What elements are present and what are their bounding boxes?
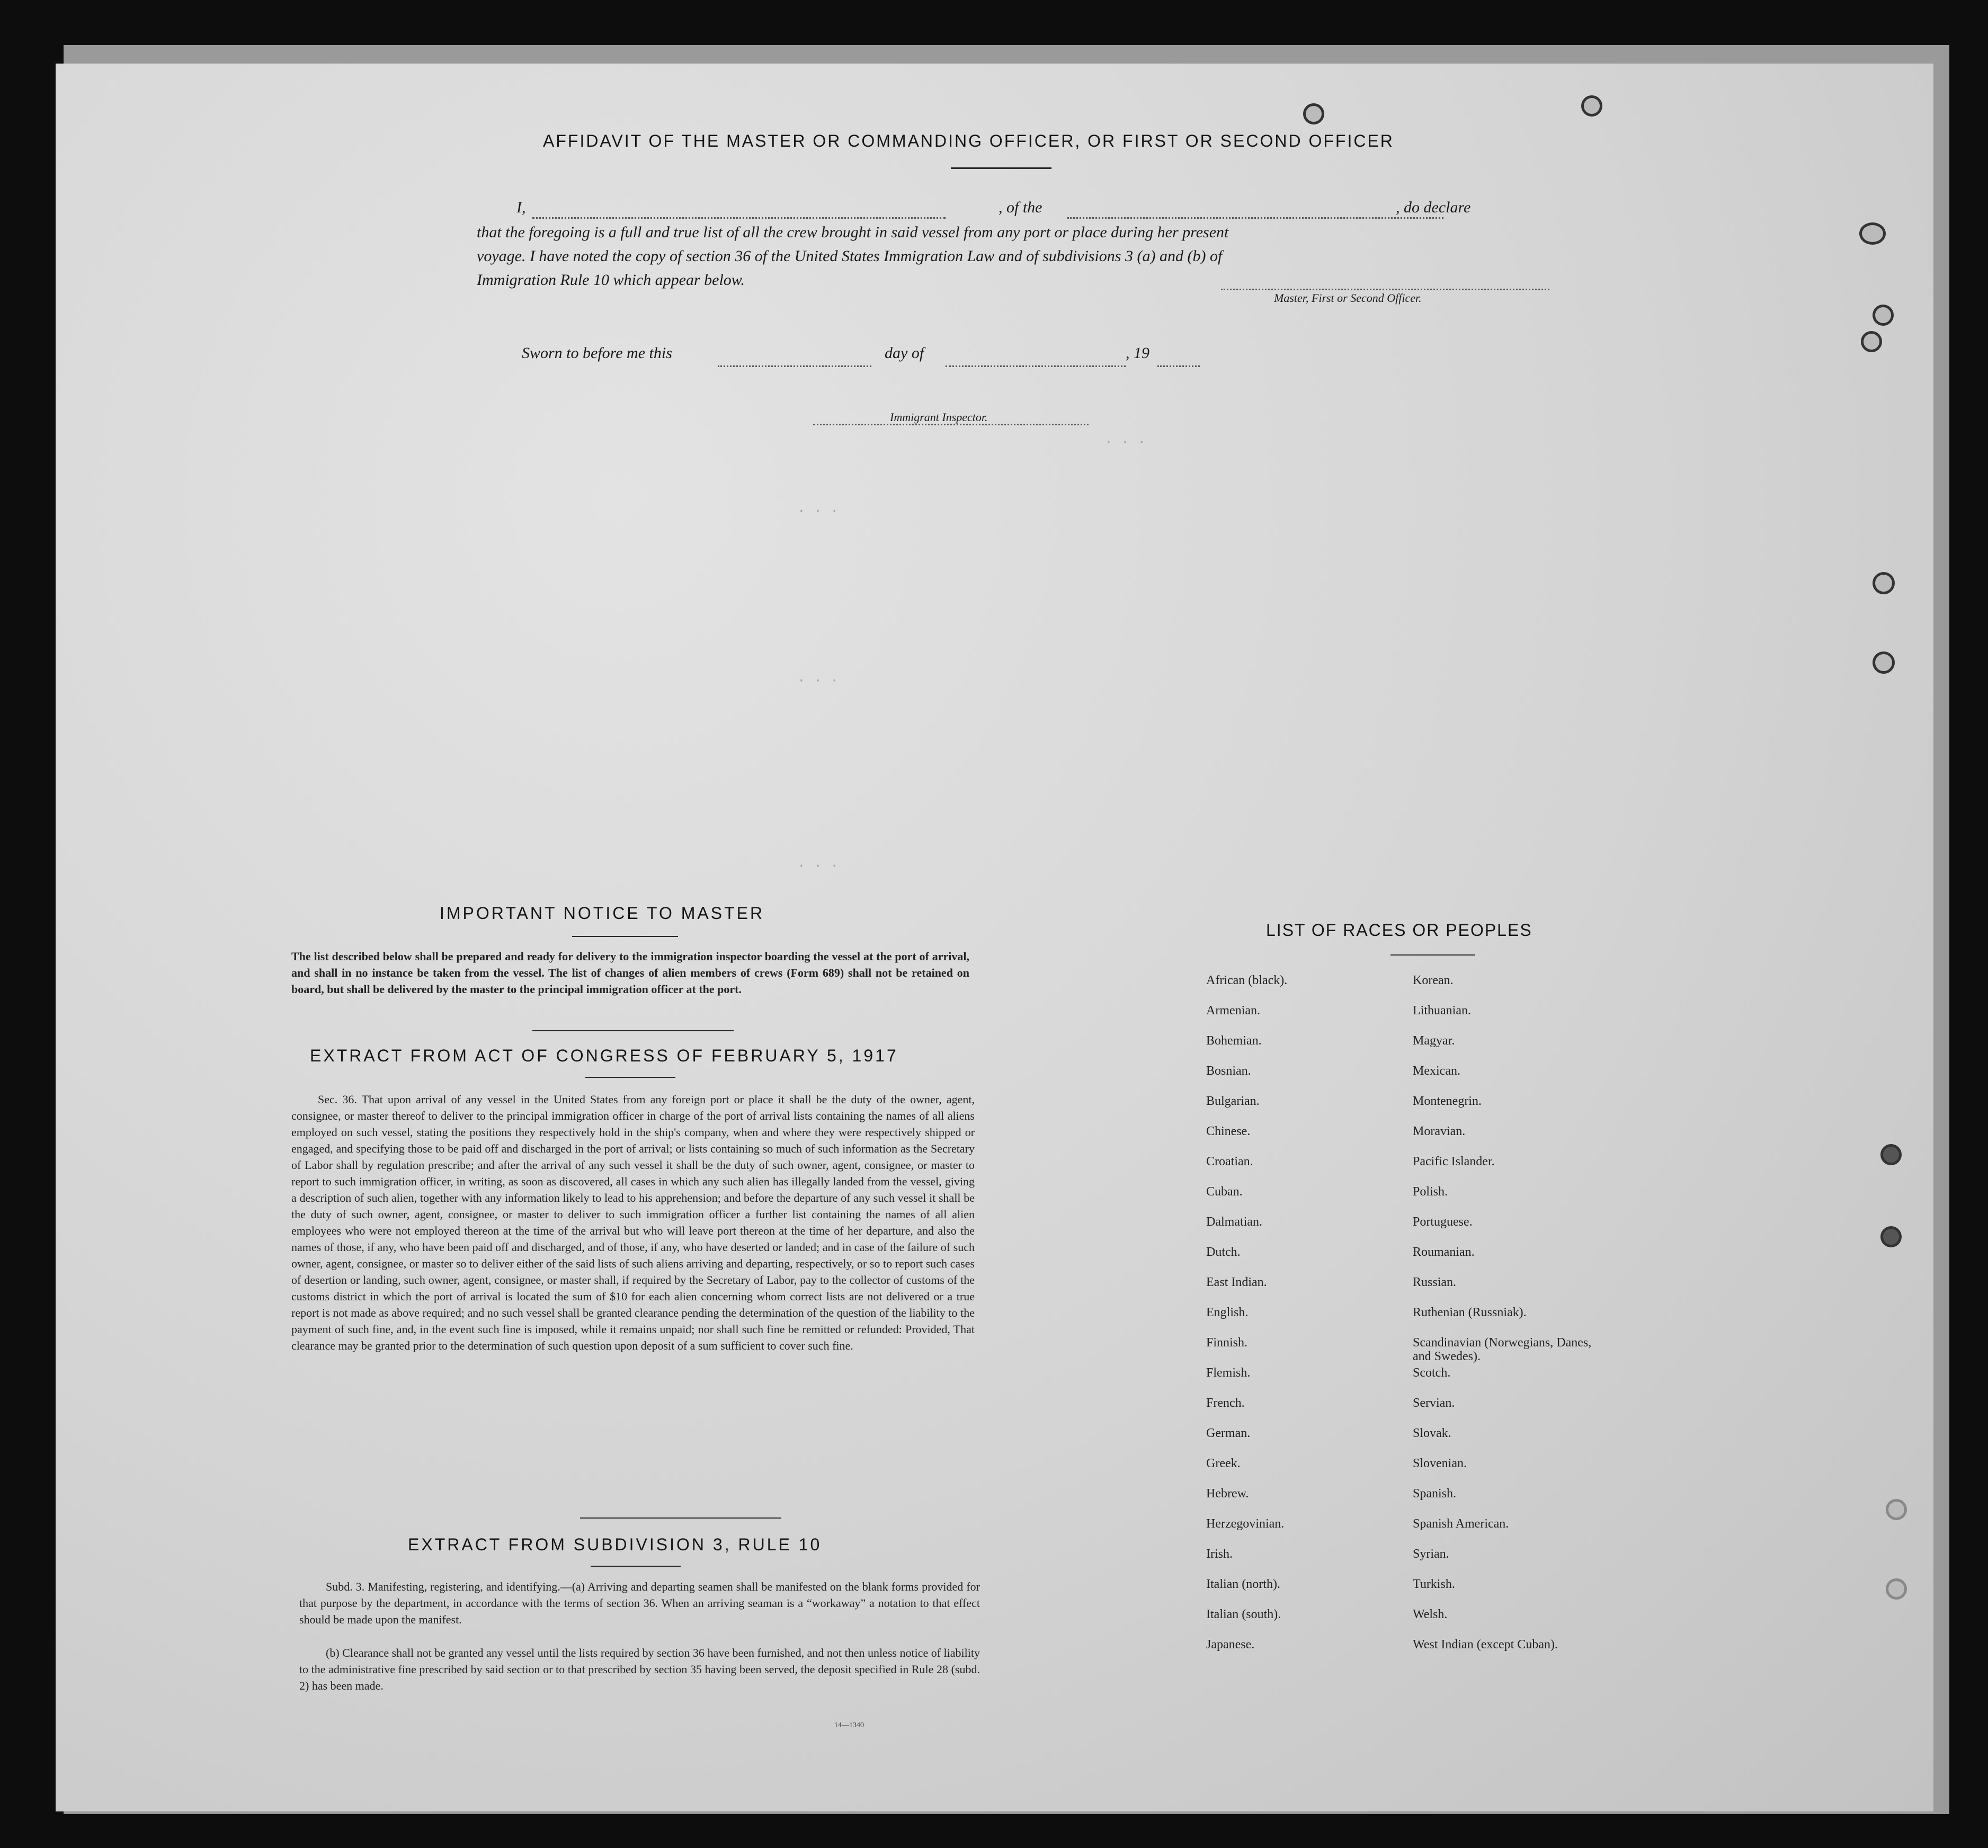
inspector-caption: Immigrant Inspector. <box>890 410 988 424</box>
races-title: LIST OF RACES OR PEOPLES <box>1266 921 1532 940</box>
race-item: Spanish. <box>1413 1487 1457 1501</box>
extract-act-title-rule <box>585 1077 675 1078</box>
race-item: Slovenian. <box>1413 1457 1467 1470</box>
binder-hole <box>1861 331 1882 352</box>
race-item: Spanish American. <box>1413 1517 1509 1531</box>
race-item: Bulgarian. <box>1206 1094 1260 1108</box>
binder-hole <box>1886 1578 1907 1600</box>
signer-caption: Master, First or Second Officer. <box>1274 291 1422 305</box>
year-label: , 19 <box>1126 344 1149 362</box>
race-item: Greek. <box>1206 1457 1241 1470</box>
race-item: Turkish. <box>1413 1577 1455 1591</box>
race-item: Russian. <box>1413 1275 1457 1289</box>
race-item: East Indian. <box>1206 1275 1267 1289</box>
race-item: Syrian. <box>1413 1547 1449 1561</box>
extract-rule-title: EXTRACT FROM SUBDIVISION 3, RULE 10 <box>408 1535 822 1554</box>
sworn-label: Sworn to before me this <box>522 344 672 362</box>
race-item: Montenegrin. <box>1413 1094 1482 1108</box>
race-item: Italian (north). <box>1206 1577 1280 1591</box>
extract-rule-text-a: Subd. 3. Manifesting, registering, and identifying.—(a) Arriving and departing seamen shall be manifested on the blank forms provided for that purpose by the department, in accordance with the terms of section 36. When an arriving seaman is a “workaway” a notation to that effect should be made upon the manifest. <box>299 1580 980 1626</box>
race-item: Chinese. <box>1206 1124 1251 1138</box>
affidavit-body-line-3: Immigration Rule 10 which appear below. <box>477 271 745 289</box>
race-item: Cuban. <box>1206 1185 1243 1199</box>
race-item: Welsh. <box>1413 1608 1448 1621</box>
affidavit-title: AFFIDAVIT OF THE MASTER OR COMMANDING OFFICER, OR FIRST OR SECOND OFFICER <box>543 131 1394 150</box>
race-item: English. <box>1206 1306 1249 1319</box>
race-item: Hebrew. <box>1206 1487 1249 1501</box>
form-number: 14—1340 <box>834 1721 864 1729</box>
notice-title: IMPORTANT NOTICE TO MASTER <box>440 904 765 923</box>
notice-text: The list described below shall be prepared and ready for delivery to the immigration inspector boarding the vessel at the port of arrival, and shall in no instance be taken from the vessel. The list of changes of alien members of crews (Form 689) shall not be retained on board, but shall be delivered by the master to the principal immigration officer at the port. <box>291 950 969 996</box>
race-item: Roumanian. <box>1413 1245 1475 1259</box>
affidavit-title-rule <box>951 167 1051 169</box>
race-item: Servian. <box>1413 1396 1455 1410</box>
notice-title-rule <box>572 936 678 937</box>
extract-rule-title-rule <box>591 1566 681 1567</box>
race-item: Flemish. <box>1206 1366 1251 1380</box>
affidavit-i-label: I, <box>516 199 526 216</box>
sworn-day-field[interactable] <box>718 365 871 367</box>
extract-act-divider <box>580 1517 781 1519</box>
signature-field[interactable] <box>1221 289 1549 290</box>
races-right-list <box>1413 974 1603 1668</box>
binder-hole <box>1581 95 1602 117</box>
race-item: Ruthenian (Russniak). <box>1413 1306 1527 1319</box>
race-item: Scotch. <box>1413 1366 1451 1380</box>
binder-hole <box>1880 1144 1902 1165</box>
binder-hole <box>1886 1499 1907 1520</box>
sworn-year-field[interactable] <box>1157 365 1200 367</box>
race-item: Finnish. <box>1206 1336 1248 1350</box>
binder-hole <box>1880 1226 1902 1247</box>
extract-rule-text-b: (b) Clearance shall not be granted any vessel until the lists required by section 36 have been furnished, and not then unless notice of liability to the administrative fine prescribed by said section or to that prescribed by section 35 having been served, the deposit specified in Rule 28 (subd. 2) has been made. <box>299 1646 980 1692</box>
binder-hole <box>1303 103 1324 124</box>
race-item: Pacific Islander. <box>1413 1155 1495 1168</box>
sworn-month-field[interactable] <box>946 365 1126 367</box>
race-item: Japanese. <box>1206 1638 1255 1651</box>
affidavit-body-line-2: voyage. I have noted the copy of section 36 of the United States Immigration Law and of subdivisions 3 (a) and (b) of <box>477 247 1223 265</box>
extract-act-title: EXTRACT FROM ACT OF CONGRESS OF FEBRUARY 5, 1917 <box>310 1046 898 1065</box>
race-item: West Indian (except Cuban). <box>1413 1638 1558 1651</box>
race-item: Dalmatian. <box>1206 1215 1262 1229</box>
affidavit-declare-label: , do declare <box>1396 199 1471 216</box>
race-item: German. <box>1206 1426 1251 1440</box>
race-item: Magyar. <box>1413 1034 1455 1048</box>
race-item: Italian (south). <box>1206 1608 1281 1621</box>
binder-hole <box>1873 305 1894 326</box>
race-item: Moravian. <box>1413 1124 1466 1138</box>
affidavit-of-the-label: , of the <box>999 199 1042 216</box>
race-item: Lithuanian. <box>1413 1004 1471 1017</box>
race-item: Irish. <box>1206 1547 1233 1561</box>
document-page <box>56 64 1933 1811</box>
binder-hole <box>1873 651 1895 674</box>
vessel-name-field[interactable] <box>1067 217 1443 219</box>
race-item: Polish. <box>1413 1185 1448 1199</box>
race-item: Korean. <box>1413 974 1454 987</box>
binder-hole <box>1859 222 1886 245</box>
affidavit-body-line-1: that the foregoing is a full and true list of all the crew brought in said vessel from any port or place during her present <box>477 224 1229 241</box>
race-item: French. <box>1206 1396 1245 1410</box>
race-item: Croatian. <box>1206 1155 1253 1168</box>
notice-divider <box>532 1030 734 1031</box>
race-item: Slovak. <box>1413 1426 1451 1440</box>
binder-hole <box>1873 572 1895 594</box>
race-item: African (black). <box>1206 974 1288 987</box>
race-item: Herzegovinian. <box>1206 1517 1285 1531</box>
extract-act-text: Sec. 36. That upon arrival of any vessel in the United States from any foreign port or place it shall be the duty of the owner, agent, consignee, or master thereof to deliver to the principal immigration officer in charge of the port of arrival lists containing the names of all aliens employed on such vessel, stating the positions they respectively hold in the ship's company, when and where they were respectively shipped or engaged, and specifying those to be paid off and discharged in the port of arrival; or lists containing so much of such information as the Secretary of Labor shall by regulation prescribe; and after the arrival of any such vessel it shall be the duty of such owner, agent, consignee, or master to report to such immigration officer, in writing, as soon as discovered, all cases in which any such alien has illegally landed from the vessel, giving a description of such alien, together with any information likely to lead to his apprehension; and before the departure of any such vessel it shall be the duty of such owner, agent, consignee, or master to deliver to such immigration officer a further list containing the names of all alien employees who were not employed thereon at the time of the arrival but who will leave port thereon at the time of her departure, and also the names of those, if any, who have been paid off and discharged, and of those, if any, who have deserted or landed; and in case of the failure of such owner, agent, consignee, or master so to deliver either of the said lists of such aliens arriving and departing, respectively, or so to report such cases of desertion or landing, such owner, agent, consignee, or master shall, if required by the Secretary of Labor, pay to the collector of customs of the customs district in which the port of arrival is located the sum of $10 for each alien concerning whom correct lists are not delivered or a true report is not made as above required; and no such vessel shall be granted clearance pending the determination of the question of the liability to the payment of such fine, and, in the event such fine is imposed, while it remains unpaid; nor shall such fine be remitted or refunded: Provided, That clearance may be granted prior to the determination of such question upon deposit of a sum sufficient to cover such fine. <box>291 1093 975 1352</box>
race-item: Portuguese. <box>1413 1215 1473 1229</box>
race-item: Scandinavian (Norwegians, Danes, and Swedes). <box>1413 1336 1592 1363</box>
races-title-rule <box>1390 954 1475 956</box>
race-item: Armenian. <box>1206 1004 1260 1017</box>
race-item: Bohemian. <box>1206 1034 1262 1048</box>
race-item: Dutch. <box>1206 1245 1241 1259</box>
master-name-field[interactable] <box>532 217 946 219</box>
races-left-list <box>1206 974 1287 1668</box>
race-item: Mexican. <box>1413 1064 1460 1078</box>
bleed-through-text: · · · · · · · · · · · · <box>797 434 1146 874</box>
race-item: Bosnian. <box>1206 1064 1251 1078</box>
day-of-label: day of <box>885 344 924 362</box>
